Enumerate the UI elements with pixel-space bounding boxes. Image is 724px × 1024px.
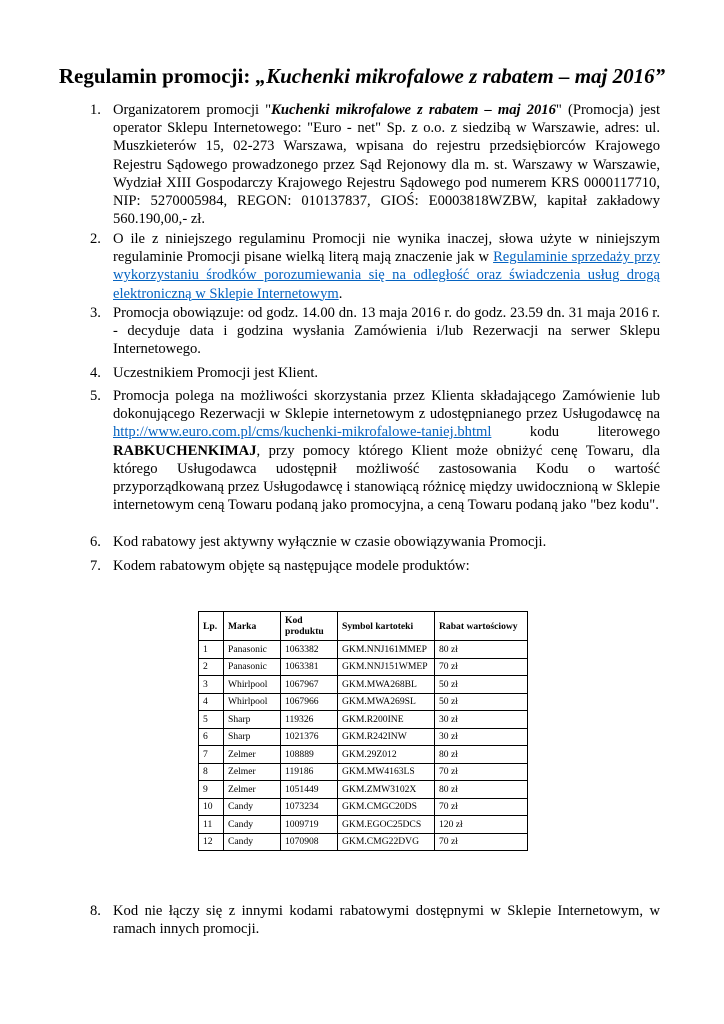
list-item-1 [90,101,660,228]
item-text: Kod rabatowy jest aktywny wyłącznie w czasie obowiązywania Promocji. [113,534,547,550]
cell-marka: Candy [224,816,281,834]
item-text: Kod nie łączy się z innymi kodami rabatowymi dostępnymi w Sklepie Internetowym, w ramach innych promocji. [113,903,660,938]
cell-kod: 119326 [281,711,338,729]
table-row [199,781,528,799]
table-row [199,693,528,711]
list-item-3 [90,304,660,359]
cell-lp: 11 [199,816,224,834]
cell-lp: 5 [199,711,224,729]
cell-kod: 1063382 [281,641,338,659]
cell-lp: 4 [199,693,224,711]
cell-lp: 3 [199,676,224,694]
item-number: 7. [90,558,101,574]
cell-marka: Panasonic [224,641,281,659]
cell-marka: Panasonic [224,658,281,676]
cell-symbol: GKM.MW4163LS [338,763,435,781]
header-kod: Kod produktu [281,612,338,641]
cell-marka: Sharp [224,728,281,746]
promo-page-link[interactable]: http://www.euro.com.pl/cms/kuchenki-mikrofalowe-taniej.bhtml [113,424,492,441]
list-item-4 [90,364,660,382]
cell-marka: Zelmer [224,763,281,781]
item-text: Uczestnikiem Promocji jest Klient. [113,365,319,381]
title-prefix: Regulamin promocji: [58,64,256,88]
item-text: Promocja obowiązuje: od godz. 14.00 dn. 13 maja 2016 r. do godz. 23.59 dn. 31 maja 2016 r. - decyduje data i godzina wysłania Zamówienia i/lub Rezerwacji na serwer Sklepu Internetowego. [113,305,660,358]
cell-marka: Candy [224,798,281,816]
cell-rabat: 70 zł [435,658,528,676]
item-number: 5. [90,388,101,404]
item-number: 6. [90,534,101,550]
cell-kod: 108889 [281,746,338,764]
cell-kod: 1067966 [281,693,338,711]
table-row [199,833,528,851]
header-lp: Lp. [199,612,224,641]
cell-kod: 1070908 [281,833,338,851]
cell-kod: 119186 [281,763,338,781]
list-item-8 [90,902,660,938]
item-number: 8. [90,903,101,919]
cell-rabat: 30 zł [435,728,528,746]
cell-kod: 1021376 [281,728,338,746]
cell-rabat: 50 zł [435,676,528,694]
cell-rabat: 70 zł [435,798,528,816]
cell-symbol: GKM.CMG22DVG [338,833,435,851]
table-header-row [199,612,528,641]
list-item-6 [90,533,660,551]
cell-symbol: GKM.NNJ161MMEP [338,641,435,659]
title-promo-name: „Kuchenki mikrofalowe z rabatem – maj 2016” [255,64,666,88]
table-row [199,816,528,834]
item-text: Kodem rabatowym objęte są następujące modele produktów: [113,558,470,574]
header-marka: Marka [224,612,281,641]
cell-lp: 1 [199,641,224,659]
cell-marka: Whirlpool [224,676,281,694]
discount-code: RABKUCHENKIMAJ [113,442,257,459]
table-row [199,711,528,729]
header-rabat: Rabat wartościowy [435,612,528,641]
cell-rabat: 30 zł [435,711,528,729]
table-row [199,728,528,746]
cell-kod: 1051449 [281,781,338,799]
cell-rabat: 70 zł [435,833,528,851]
cell-symbol: GKM.MWA268BL [338,676,435,694]
table-row [199,763,528,781]
list-item-2 [90,230,660,303]
products-table [198,611,528,851]
cell-rabat: 50 zł [435,693,528,711]
cell-lp: 8 [199,763,224,781]
cell-marka: Whirlpool [224,693,281,711]
table-row [199,676,528,694]
item-text: Organizatorem promocji "Kuchenki mikrofalowe z rabatem – maj 2016" (Promocja) jest operator Sklepu Internetowego: "Euro - net" Sp. z o.o. z siedzibą w Warszawie, adres: ul. Muszkieterów 15, 02-273 Warszawa, wpisana do rejestru przedsiębiorców Krajowego Rejestru Sądowego prowadzonego przez Sąd Rejonowy dla m. st. Warszawy w Warszawie, Wydział XIII Gospodarczy Krajowego Rejestru Sądowego pod numerem KRS 0000117710, NIP: 5270005984, REGON: 010137837, GIOŚ: E0003818WZBW, kapitał zakładowy 560.190,00,- zł. [113,102,661,228]
item-number: 3. [90,305,101,321]
cell-rabat: 80 zł [435,641,528,659]
item-number: 4. [90,365,101,381]
item-text: O ile z niniejszego regulaminu Promocji nie wynika inaczej, słowa użyte w niniejszym regulaminie Promocji pisane wielką literą mają znaczenie jak w Regulaminie sprzedaży przy wykorzystaniu środków porozumiewania się na odległość oraz świadczenia usług drogą elektroniczną w Sklepie Internetowym. [113,231,661,302]
cell-marka: Zelmer [224,746,281,764]
cell-rabat: 80 zł [435,781,528,799]
regulamin-link[interactable]: Regulaminie sprzedaży przy wykorzystaniu środków porozumiewania się na odległość oraz świadczenia usług drogą elektroniczną w Sklepie Internetowym [113,249,661,302]
cell-symbol: GKM.MWA269SL [338,693,435,711]
cell-kod: 1073234 [281,798,338,816]
cell-kod: 1063381 [281,658,338,676]
list-item-7 [90,557,660,575]
cell-lp: 10 [199,798,224,816]
cell-rabat: 70 zł [435,763,528,781]
cell-rabat: 80 zł [435,746,528,764]
cell-kod: 1009719 [281,816,338,834]
table-row [199,798,528,816]
table-row [199,658,528,676]
list-item-5 [90,387,660,514]
item-number: 1. [90,102,101,118]
cell-marka: Zelmer [224,781,281,799]
header-symbol: Symbol kartoteki [338,612,435,641]
cell-symbol: GKM.R242INW [338,728,435,746]
cell-kod: 1067967 [281,676,338,694]
cell-symbol: GKM.EGOC25DCS [338,816,435,834]
cell-symbol: GKM.NNJ151WMEP [338,658,435,676]
cell-rabat: 120 zł [435,816,528,834]
cell-symbol: GKM.R200INE [338,711,435,729]
cell-lp: 2 [199,658,224,676]
cell-lp: 9 [199,781,224,799]
cell-marka: Sharp [224,711,281,729]
cell-symbol: GKM.29Z012 [338,746,435,764]
page-title [0,64,724,89]
table-row [199,746,528,764]
cell-marka: Candy [224,833,281,851]
table-row [199,641,528,659]
cell-symbol: GKM.CMGC20DS [338,798,435,816]
item-text: Promocja polega na możliwości skorzystania przez Klienta składającego Zamówienie lub dokonującego Rezerwacji w Sklepie internetowym z udostępnianego przez Usługodawcę na http://www.euro.com.pl/cms/kuchenki-mikrofalowe-taniej.bhtml kodu literowego RABKUCHENKIMAJ, przy pomocy którego Klient może obniżyć cenę Towaru, dla którego Usługodawca udostępnił możliwość zastosowania Kodu o wartość przyporządkowaną przez Usługodawcę i stanowiącą różnicę między uwidocznioną w Sklepie internetowym ceną Towaru podaną jako promocyjna, a ceną Towaru podaną jako "bez kodu". [113,388,660,514]
cell-lp: 6 [199,728,224,746]
cell-lp: 7 [199,746,224,764]
item-number: 2. [90,231,101,247]
cell-lp: 12 [199,833,224,851]
cell-symbol: GKM.ZMW3102X [338,781,435,799]
